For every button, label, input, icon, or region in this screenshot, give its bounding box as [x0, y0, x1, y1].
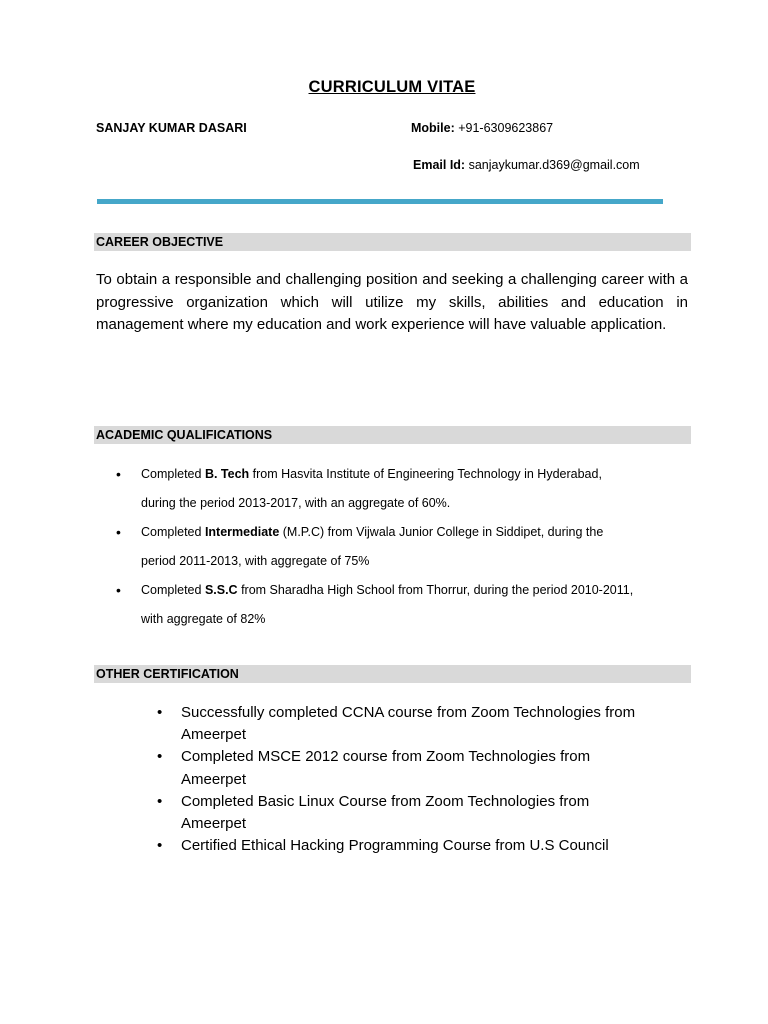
certification-item: • Certified Ethical Hacking Programming Course from U.S Council — [157, 835, 657, 857]
academic-item-detail: from Hasvita Institute of Engineering Technology in Hyderabad, — [249, 467, 602, 481]
academic-item-detail: from Sharadha High School from Thorrur, during the period 2010-2011, — [237, 583, 634, 597]
academic-item-period: during the period 2013-2017, with an aggregate of 60%. — [141, 496, 451, 510]
email-label: Email Id: — [413, 158, 466, 172]
mobile-value: +91-6309623867 — [454, 121, 554, 135]
document-title: CURRICULUM VITAE — [308, 78, 476, 96]
academic-item — [116, 518, 706, 576]
academic-item-period: with aggregate of 82% — [141, 612, 266, 626]
mobile-contact — [411, 121, 553, 135]
section-heading-other-certification: OTHER CERTIFICATION — [94, 665, 691, 683]
academic-item-degree: Intermediate — [204, 525, 280, 539]
section-heading-academic-qualifications: ACADEMIC QUALIFICATIONS — [94, 426, 691, 444]
academic-item-prefix: Completed — [141, 583, 205, 597]
certification-item: • Successfully completed CCNA course from Zoom Technologies from Ameerpet — [157, 702, 657, 746]
academic-item-degree: S.S.C — [204, 583, 238, 597]
certification-item: • Completed MSCE 2012 course from Zoom Technologies from Ameerpet — [157, 746, 657, 790]
email-contact — [413, 158, 640, 172]
academic-item-period: period 2011-2013, with aggregate of 75% — [141, 554, 370, 568]
certification-item: • Completed Basic Linux Course from Zoom Technologies from Ameerpet — [157, 791, 657, 835]
header-divider — [97, 199, 663, 204]
candidate-name: SANJAY KUMAR DASARI — [96, 121, 247, 135]
academic-list — [116, 460, 706, 634]
mobile-label: Mobile: — [411, 121, 455, 135]
email-value: sanjaykumar.d369@gmail.com — [465, 158, 640, 172]
career-objective-text: To obtain a responsible and challenging position and seeking a challenging career with a progressive organization which will utilize my skills, abilities and education in management where my education and work experience will have valuable application. — [96, 271, 688, 334]
academic-item-degree: B. Tech — [204, 467, 250, 481]
certification-list — [157, 702, 657, 857]
section-heading-career-objective: CAREER OBJECTIVE — [94, 233, 691, 251]
academic-item-detail: (M.P.C) from Vijwala Junior College in Siddipet, during the — [279, 525, 604, 539]
academic-item — [116, 576, 706, 634]
academic-item-prefix: Completed — [141, 467, 205, 481]
academic-item-prefix: Completed — [141, 525, 205, 539]
academic-item — [116, 460, 706, 518]
